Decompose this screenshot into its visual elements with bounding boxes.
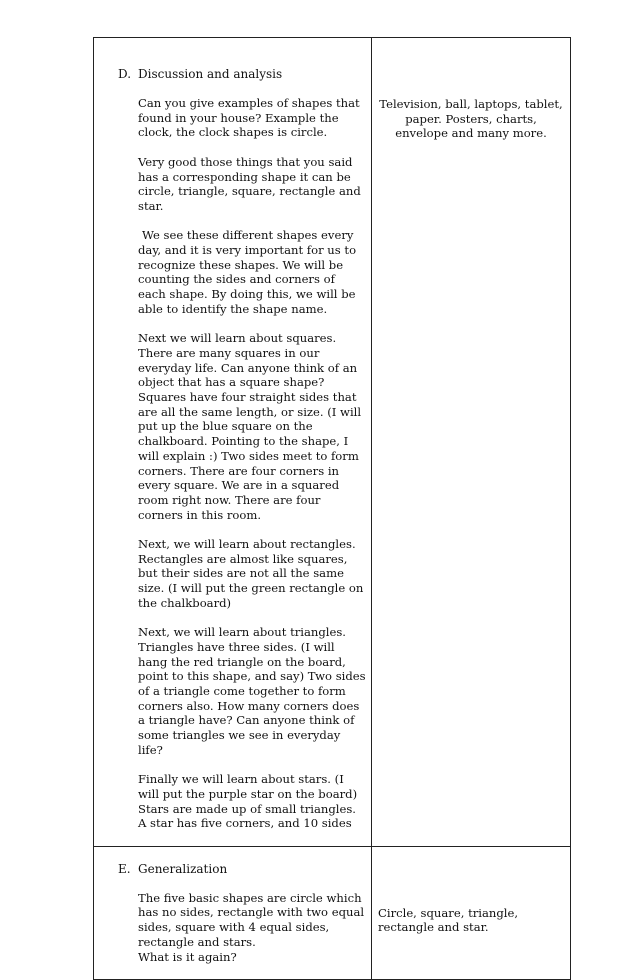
discussion-teacher-cell: [94, 38, 372, 847]
generalization-question: What is it again?: [138, 949, 237, 964]
discussion-paragraph: Very good those things that you said has a corresponding shape it can be circle, triangle, square, rectangle and star.: [138, 154, 361, 213]
discussion-paragraph: Can you give examples of shapes that found in your house? Example the clock, the clock shapes is circle.: [138, 96, 360, 140]
generalization-letter: E.: [118, 861, 131, 876]
discussion-title: Discussion and analysis: [138, 67, 283, 81]
discussion-paragraph: Finally we will learn about stars. (I will put the purple star on the board) Stars are made up of small triangles. A star has five corners, and 10 sides: [138, 772, 358, 831]
lesson-plan-table: [93, 37, 571, 980]
discussion-paragraph: Next we will learn about squares. There are many squares in our everyday life. Can anyone think of an object that has a square shape? Squares have four straight sides that are all the same length, or size. (I will put up the blue square on the chalkboard. Pointing to the shape, I will explain :) Two sides meet to form corners. There are four corners in every square. We are in a squared room right now. There are four corners in this room.: [138, 331, 362, 522]
generalization-paragraphs: [138, 891, 366, 965]
discussion-response: Television, ball, laptops, tablet, paper. Posters, charts, envelope and many more.: [379, 97, 563, 141]
generalization-response: Circle, square, triangle, rectangle and star.: [378, 905, 519, 935]
generalization-teacher-cell: [94, 846, 372, 979]
discussion-paragraph: Next, we will learn about rectangles. Rectangles are almost like squares, but their sides are not all the same size. (I will put the green rectangle on the chalkboard): [138, 537, 364, 610]
discussion-row: [94, 38, 571, 847]
discussion-student-cell: [372, 38, 571, 847]
discussion-paragraphs: [138, 96, 366, 831]
generalization-title: Generalization: [138, 861, 228, 876]
generalization-paragraph: The five basic shapes are circle which has no sides, rectangle with two equal sides, square with 4 equal sides, rectangle and stars.: [138, 890, 365, 949]
generalization-heading: [118, 862, 371, 877]
generalization-student-cell: [372, 846, 571, 979]
discussion-paragraph: Next, we will learn about triangles. Triangles have three sides. (I will hang the red triangle on the board, point to this shape, and say) Two sides of a triangle come together to form corners also. How many corners does a triangle have? Can anyone think of some triangles we see in everyday life?: [138, 625, 366, 757]
discussion-paragraph: We see these different shapes every day, and it is very important for us to recognize these shapes. We will be counting the sides and corners of each shape. By doing this, we will be able to identify the shape name.: [138, 228, 357, 316]
discussion-letter: D.: [118, 67, 132, 81]
discussion-heading: [118, 67, 371, 82]
generalization-row: [94, 846, 571, 979]
